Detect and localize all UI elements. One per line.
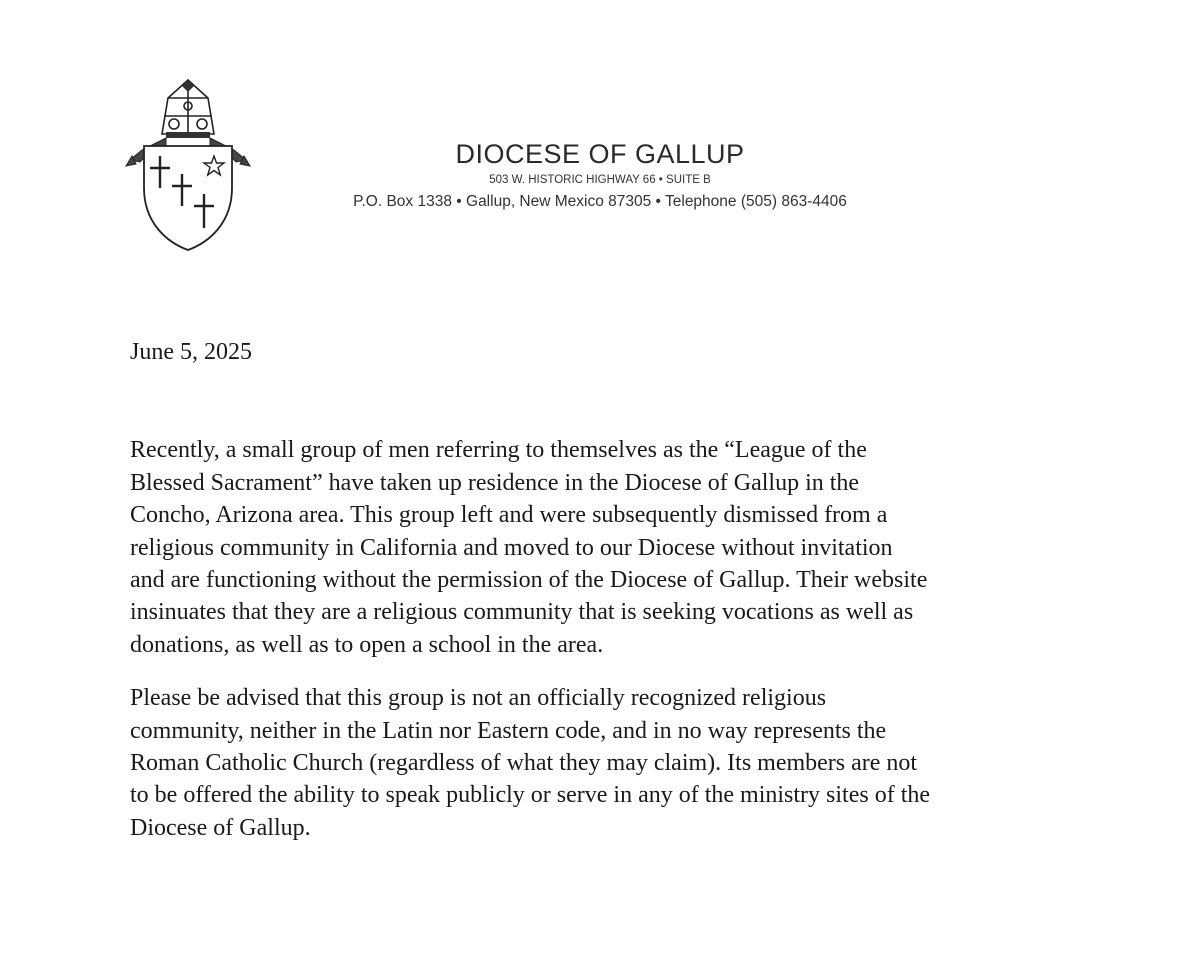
diocese-crest-icon xyxy=(122,76,254,254)
letter-date: June 5, 2025 xyxy=(130,339,252,365)
letter-body xyxy=(130,336,1070,865)
org-header xyxy=(260,138,940,212)
letterhead xyxy=(0,0,1200,260)
contact-line: P.O. Box 1338 • Gallup, New Mexico 87305 • Telephone (505) 863-4406 xyxy=(353,193,847,210)
paragraph: Please be advised that this group is not an officially recognized religious community, neither in the Latin nor Eastern code, and in no way represents the Roman Catholic Church (regardless of what they may claim). Its members are not to be offered the ability to speak publicly or serve in any of the ministry sites of the Diocese of Gallup. xyxy=(130,685,931,841)
street-address: 503 W. HISTORIC HIGHWAY 66 • SUITE B xyxy=(489,174,711,186)
org-name: DIOCESE OF GALLUP xyxy=(455,139,745,169)
paragraph: Recently, a small group of men referring to themselves as the “League of the Blessed Sacrament” have taken up residence in the Diocese of Gallup in the Concho, Arizona area. This group left and were subsequently dismissed from a religious community in California and moved to our Diocese without invitation and are functioning without the permission of the Diocese of Gallup. Their website insinuates that they are a religious community that is seeking vocations as well as donations, as well as to open a school in the area. xyxy=(130,437,928,658)
